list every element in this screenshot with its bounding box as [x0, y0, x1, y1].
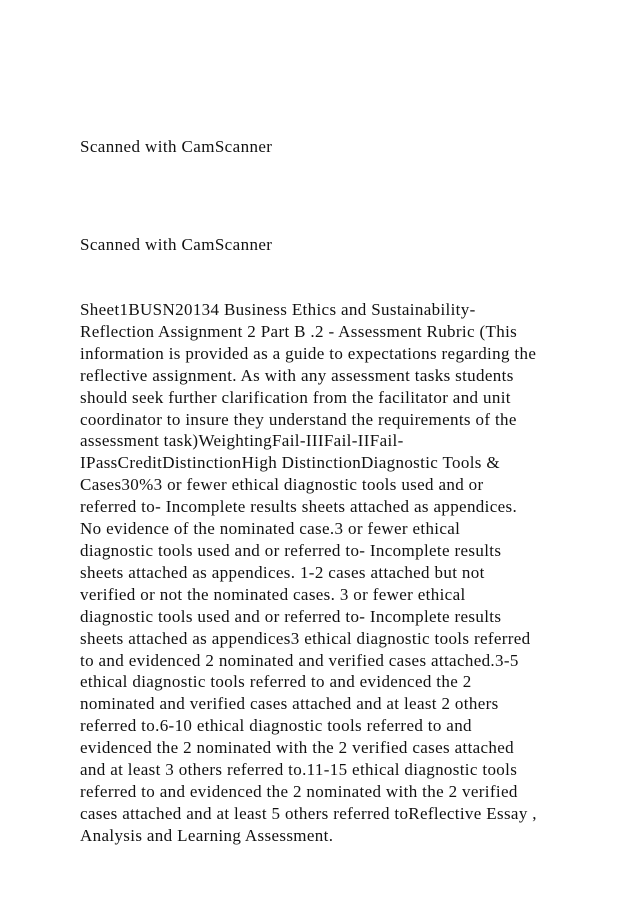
text-line: should seek further clarification from the facilitator and unit [80, 387, 511, 407]
text-line: sheets attached as appendices3 ethical diagnostic tools referred [80, 628, 531, 648]
text-line: ethical diagnostic tools referred to and evidenced the 2 [80, 672, 472, 692]
text-line: verified or not the nominated cases. 3 or fewer ethical [80, 584, 466, 604]
rubric-body-text [80, 299, 610, 847]
scan-watermark-text: Scanned with CamScanner [80, 137, 273, 156]
text-line: No evidence of the nominated case.3 or fewer ethical [80, 519, 461, 539]
text-line: nominated and verified cases attached and at least 2 others [80, 694, 499, 714]
text-line: evidenced the 2 nominated with the 2 verified cases attached [80, 738, 515, 758]
text-line: Cases30%3 or fewer ethical diagnostic tools used and or [80, 475, 484, 495]
text-line: Sheet1BUSN20134 Business Ethics and Sustainability- [80, 300, 476, 319]
text-line: cases attached and at least 5 others referred toReflective Essay , [80, 803, 537, 823]
text-line: and at least 3 others referred to.11-15 ethical diagnostic tools [80, 760, 518, 780]
text-line: referred to and evidenced the 2 nominated with the 2 verified [80, 781, 518, 801]
text-line: diagnostic tools used and or referred to- Incomplete results [80, 606, 502, 626]
text-line: information is provided as a guide to expectations regarding the [80, 343, 537, 363]
text-line: IPassCreditDistinctionHigh DistinctionDiagnostic Tools & [80, 453, 500, 473]
text-line: referred to.6-10 ethical diagnostic tools referred to and [80, 716, 472, 736]
text-line: to and evidenced 2 nominated and verified cases attached.3-5 [80, 650, 519, 670]
text-line: reflective assignment. As with any assessment tasks students [80, 365, 514, 385]
text-line: coordinator to insure they understand the requirements of the [80, 409, 517, 429]
text-line: diagnostic tools used and or referred to- Incomplete results [80, 540, 502, 560]
text-line: Reflection Assignment 2 Part B .2 - Assessment Rubric (This [80, 321, 518, 341]
text-line: assessment task)WeightingFail-IIIFail-IIFail- [80, 431, 404, 451]
text-line: Analysis and Learning Assessment. [80, 825, 334, 845]
scan-watermark-text: Scanned with CamScanner [80, 235, 273, 254]
text-line: sheets attached as appendices. 1-2 cases attached but not [80, 562, 485, 582]
text-line: referred to- Incomplete results sheets attached as appendices. [80, 497, 518, 517]
